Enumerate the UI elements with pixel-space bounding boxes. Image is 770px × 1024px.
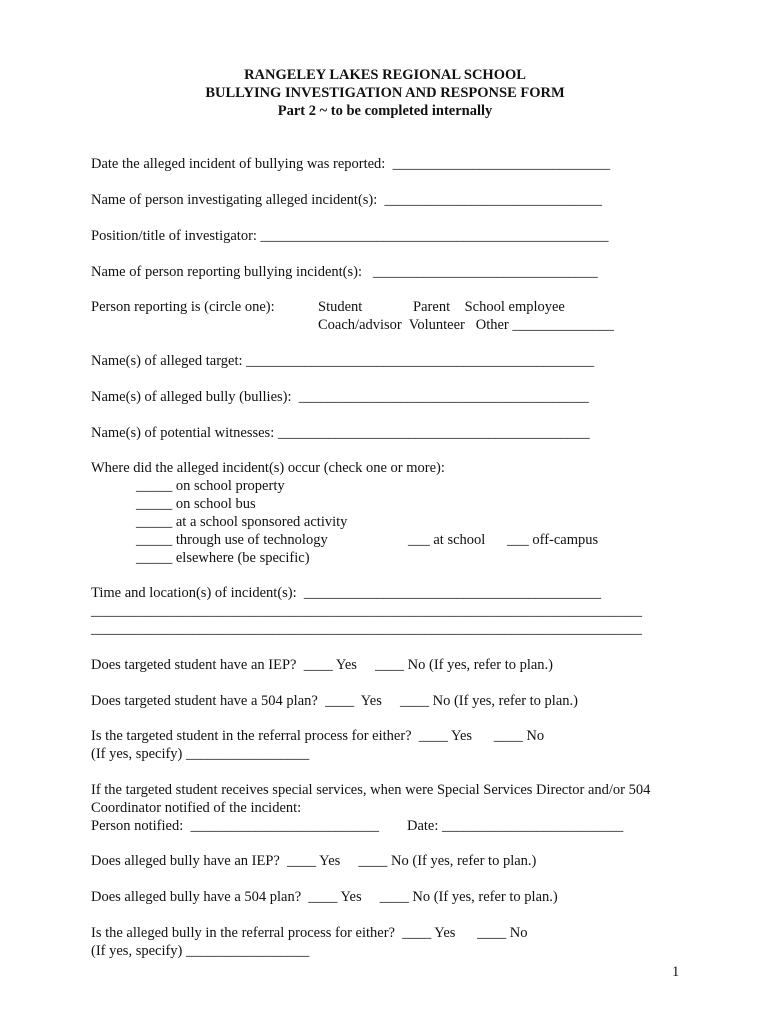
reporter-type-options[interactable]: Student Parent School employee	[318, 299, 565, 315]
target-referral-specify[interactable]: (If yes, specify) _________________	[91, 746, 310, 762]
location-question: Where did the alleged incident(s) occur (check one or more):	[91, 460, 445, 476]
tech-off-campus-option[interactable]: ___ off-campus	[507, 532, 599, 548]
location-option[interactable]: _____ on school bus	[136, 496, 256, 512]
reporter-name-field[interactable]: Name of person reporting bullying incident(s): _______________________________	[91, 264, 598, 280]
location-option[interactable]: _____ at a school sponsored activity	[136, 514, 348, 530]
form-title: BULLYING INVESTIGATION AND RESPONSE FORM	[205, 85, 565, 101]
investigator-position-field[interactable]: Position/title of investigator: ________________________________________________	[91, 228, 609, 244]
target-names-field[interactable]: Name(s) of alleged target: ________________________________________________	[91, 353, 595, 369]
time-location-field[interactable]: Time and location(s) of incident(s): _________________________________________	[91, 585, 602, 601]
bully-referral-question[interactable]: Is the alleged bully in the referral process for either? ____ Yes ____ No	[91, 925, 528, 941]
time-location-line[interactable]: ____________________________________________________________________________	[91, 621, 642, 637]
witness-names-field[interactable]: Name(s) of potential witnesses: ___________________________________________	[91, 425, 590, 441]
date-reported-field[interactable]: Date the alleged incident of bullying was reported: ______________________________	[91, 156, 611, 172]
bully-iep-question[interactable]: Does alleged bully have an IEP? ____ Yes ____ No (If yes, refer to plan.)	[91, 853, 537, 869]
reporter-type-options-other[interactable]: Coach/advisor Volunteer Other ______________	[318, 317, 614, 333]
investigator-name-field[interactable]: Name of person investigating alleged incident(s): ______________________________	[91, 192, 603, 208]
location-option[interactable]: _____ through use of technology	[136, 532, 328, 548]
target-504-question[interactable]: Does targeted student have a 504 plan? ____ Yes ____ No (If yes, refer to plan.)	[91, 693, 578, 709]
target-referral-question[interactable]: Is the targeted student in the referral process for either? ____ Yes ____ No	[91, 728, 545, 744]
form-school-name: RANGELEY LAKES REGIONAL SCHOOL	[244, 67, 526, 83]
special-services-text: Coordinator notified of the incident:	[91, 800, 302, 816]
special-services-text: If the targeted student receives special services, when were Special Services Director and/or 504	[91, 782, 651, 798]
person-notified-field[interactable]: Person notified: __________________________	[91, 818, 379, 834]
form-subtitle: Part 2 ~ to be completed internally	[277, 103, 493, 119]
target-iep-question[interactable]: Does targeted student have an IEP? ____ Yes ____ No (If yes, refer to plan.)	[91, 657, 554, 673]
reporter-type-label: Person reporting is (circle one):	[91, 299, 275, 315]
tech-at-school-option[interactable]: ___ at school	[408, 532, 486, 548]
time-location-line[interactable]: ____________________________________________________________________________	[91, 603, 642, 619]
notified-date-field[interactable]: Date: _________________________	[407, 818, 624, 834]
bully-names-field[interactable]: Name(s) of alleged bully (bullies): ________________________________________	[91, 389, 589, 405]
bully-referral-specify[interactable]: (If yes, specify) _________________	[91, 943, 310, 959]
location-option[interactable]: _____ elsewhere (be specific)	[136, 550, 310, 566]
page-number: 1	[672, 964, 680, 980]
location-option[interactable]: _____ on school property	[136, 478, 285, 494]
bully-504-question[interactable]: Does alleged bully have a 504 plan? ____ Yes ____ No (If yes, refer to plan.)	[91, 889, 558, 905]
